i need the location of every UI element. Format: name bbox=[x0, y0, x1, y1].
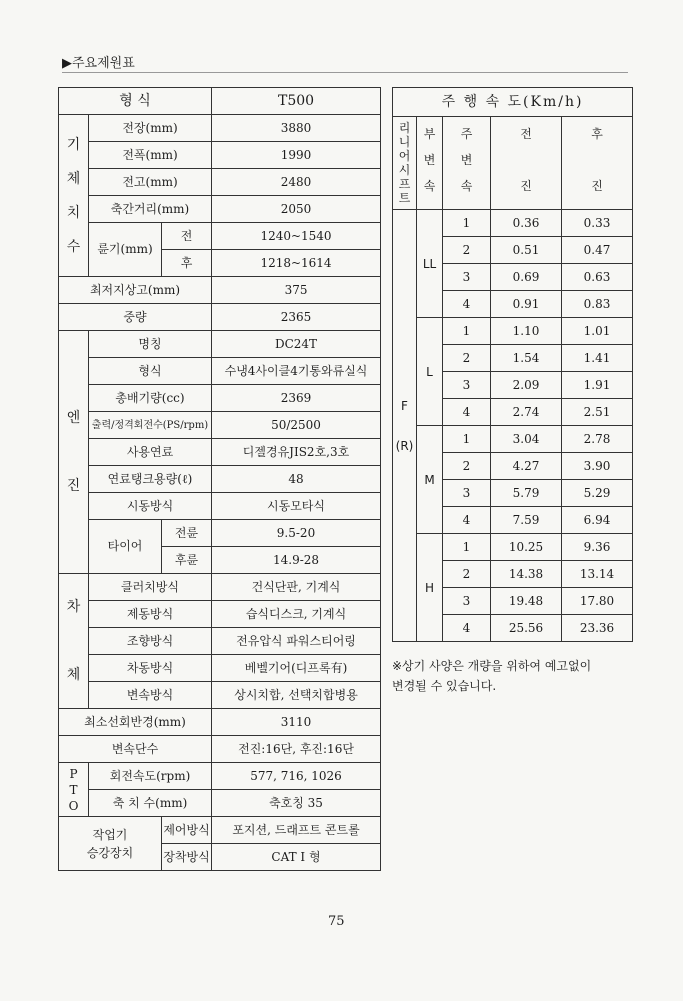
spec-value: 2369 bbox=[212, 385, 381, 412]
shuttle-value: F (R) bbox=[393, 210, 417, 642]
forward-header-char: 진 bbox=[520, 179, 532, 193]
spec-value: 축호칭 35 bbox=[212, 790, 381, 817]
forward-speed: 7.59 bbox=[491, 507, 562, 534]
reverse-speed: 2.51 bbox=[562, 399, 633, 426]
spec-row bbox=[59, 493, 381, 520]
spec-value: DC24T bbox=[212, 331, 381, 358]
reverse-speed: 6.94 bbox=[562, 507, 633, 534]
main-shift-gear: 2 bbox=[443, 237, 491, 264]
main-shift-gear: 3 bbox=[443, 264, 491, 291]
sub-shift-range: M bbox=[417, 426, 443, 534]
speed-table bbox=[392, 87, 633, 642]
pto-label: P T O bbox=[59, 763, 89, 817]
forward-speed: 25.56 bbox=[491, 615, 562, 642]
spec-sublabel: 후 bbox=[162, 250, 212, 277]
spec-row bbox=[59, 196, 381, 223]
spec-row bbox=[59, 574, 381, 601]
spec-row bbox=[59, 115, 381, 142]
reverse-speed: 9.36 bbox=[562, 534, 633, 561]
speed-row bbox=[393, 210, 633, 237]
spec-label: 중량 bbox=[59, 304, 212, 331]
main-shift-gear: 3 bbox=[443, 588, 491, 615]
main-shift-header-char: 변 bbox=[460, 153, 473, 167]
reverse-header-char: 후 bbox=[591, 127, 603, 141]
spec-label: 클러치방식 bbox=[89, 574, 212, 601]
spec-label: 총배기량(cc) bbox=[89, 385, 212, 412]
spec-value: 9.5-20 bbox=[212, 520, 381, 547]
spec-label: 변속방식 bbox=[89, 682, 212, 709]
spec-value: 디젤경유JIS2호,3호 bbox=[212, 439, 381, 466]
spec-value: 시동모타식 bbox=[212, 493, 381, 520]
spec-value: 전진:16단, 후진:16단 bbox=[212, 736, 381, 763]
forward-column-header bbox=[491, 117, 562, 210]
spec-row bbox=[59, 790, 381, 817]
spec-label: 회전속도(rpm) bbox=[89, 763, 212, 790]
page-number: 75 bbox=[328, 914, 345, 929]
spec-row bbox=[59, 223, 381, 250]
spec-sublabel: 후륜 bbox=[162, 547, 212, 574]
spec-value: CAT I 형 bbox=[212, 844, 381, 871]
spec-value: 2480 bbox=[212, 169, 381, 196]
spec-label: 출력/정격회전수(PS/rpm) bbox=[89, 412, 212, 439]
forward-speed: 1.54 bbox=[491, 345, 562, 372]
lift-label: 작업기 승강장치 bbox=[59, 817, 162, 871]
speed-row bbox=[393, 534, 633, 561]
spec-label: 축 치 수(mm) bbox=[89, 790, 212, 817]
spec-header-row bbox=[59, 88, 381, 115]
forward-speed: 0.51 bbox=[491, 237, 562, 264]
footnote: ※상기 사양은 개량을 위하여 예고없이 변경될 수 있습니다. bbox=[392, 659, 592, 693]
forward-speed: 5.79 bbox=[491, 480, 562, 507]
reverse-column-header bbox=[562, 117, 633, 210]
sub-shift-header-char: 변 bbox=[423, 153, 436, 167]
forward-speed: 4.27 bbox=[491, 453, 562, 480]
forward-speed: 19.48 bbox=[491, 588, 562, 615]
spec-label: 최소선회반경(mm) bbox=[59, 709, 212, 736]
main-shift-gear: 4 bbox=[443, 399, 491, 426]
main-shift-gear: 2 bbox=[443, 453, 491, 480]
main-shift-gear: 2 bbox=[443, 561, 491, 588]
reverse-speed: 5.29 bbox=[562, 480, 633, 507]
spec-value: 375 bbox=[212, 277, 381, 304]
spec-row bbox=[59, 628, 381, 655]
main-shift-gear: 4 bbox=[443, 291, 491, 318]
body-dimension-label: 기 체 치 수 bbox=[59, 115, 89, 277]
spec-row bbox=[59, 331, 381, 358]
spec-label: 형식 bbox=[89, 358, 212, 385]
sub-shift-column-header bbox=[417, 117, 443, 210]
speed-table-title: 주 행 속 도(Km/h) bbox=[393, 88, 633, 117]
spec-row bbox=[59, 601, 381, 628]
main-shift-gear: 2 bbox=[443, 345, 491, 372]
engine-label: 엔 진 bbox=[59, 331, 89, 574]
spec-value: 3880 bbox=[212, 115, 381, 142]
spec-value: 50/2500 bbox=[212, 412, 381, 439]
spec-label: 축간거리(mm) bbox=[89, 196, 212, 223]
section-heading: ▶주요제원표 bbox=[62, 56, 135, 71]
spec-label: 전폭(mm) bbox=[89, 142, 212, 169]
spec-label: 연료탱크용량(ℓ) bbox=[89, 466, 212, 493]
spec-sublabel: 전 bbox=[162, 223, 212, 250]
reverse-speed: 1.91 bbox=[562, 372, 633, 399]
spec-row bbox=[59, 277, 381, 304]
main-shift-gear: 3 bbox=[443, 480, 491, 507]
spec-row bbox=[59, 439, 381, 466]
spec-row bbox=[59, 412, 381, 439]
spec-value: 48 bbox=[212, 466, 381, 493]
reverse-speed: 0.83 bbox=[562, 291, 633, 318]
spec-row bbox=[59, 520, 381, 547]
reverse-speed: 0.33 bbox=[562, 210, 633, 237]
main-shift-gear: 1 bbox=[443, 210, 491, 237]
spec-row bbox=[59, 466, 381, 493]
reverse-speed: 23.36 bbox=[562, 615, 633, 642]
reverse-speed: 2.78 bbox=[562, 426, 633, 453]
spec-row bbox=[59, 169, 381, 196]
main-shift-gear: 3 bbox=[443, 372, 491, 399]
shuttle-column-header: 리 니 어 시 프 트 bbox=[393, 117, 417, 210]
spec-label: 최저지상고(mm) bbox=[59, 277, 212, 304]
forward-speed: 0.69 bbox=[491, 264, 562, 291]
reverse-speed: 0.47 bbox=[562, 237, 633, 264]
spec-row bbox=[59, 709, 381, 736]
sub-shift-header-char: 부 bbox=[423, 127, 436, 141]
spec-header-model-value: T500 bbox=[212, 88, 381, 115]
spec-label: 전고(mm) bbox=[89, 169, 212, 196]
main-shift-gear: 1 bbox=[443, 534, 491, 561]
spec-sublabel: 전륜 bbox=[162, 520, 212, 547]
reverse-speed: 1.41 bbox=[562, 345, 633, 372]
sub-shift-range: LL bbox=[417, 210, 443, 318]
spec-label: 변속단수 bbox=[59, 736, 212, 763]
reverse-header-char: 진 bbox=[591, 179, 603, 193]
spec-label: 조향방식 bbox=[89, 628, 212, 655]
heading-rule bbox=[62, 72, 628, 73]
spec-label: 륜기(mm) bbox=[89, 223, 162, 277]
forward-speed: 2.09 bbox=[491, 372, 562, 399]
spec-row bbox=[59, 655, 381, 682]
spec-row bbox=[59, 358, 381, 385]
spec-row bbox=[59, 385, 381, 412]
spec-value: 수냉4사이클4기통와류실식 bbox=[212, 358, 381, 385]
speed-table-body bbox=[393, 210, 633, 642]
vehicle-body-label: 차 체 bbox=[59, 574, 89, 709]
spec-value: 1240~1540 bbox=[212, 223, 381, 250]
main-shift-gear: 1 bbox=[443, 426, 491, 453]
reverse-speed: 13.14 bbox=[562, 561, 633, 588]
reverse-speed: 3.90 bbox=[562, 453, 633, 480]
spec-label: 전장(mm) bbox=[89, 115, 212, 142]
spec-label: 시동방식 bbox=[89, 493, 212, 520]
forward-speed: 0.91 bbox=[491, 291, 562, 318]
forward-speed: 1.10 bbox=[491, 318, 562, 345]
spec-label: 장착방식 bbox=[162, 844, 212, 871]
spec-value: 습식디스크, 기계식 bbox=[212, 601, 381, 628]
spec-value: 건식단판, 기계식 bbox=[212, 574, 381, 601]
spec-value: 2365 bbox=[212, 304, 381, 331]
sub-shift-range: H bbox=[417, 534, 443, 642]
spec-value: 3110 bbox=[212, 709, 381, 736]
reverse-speed: 17.80 bbox=[562, 588, 633, 615]
main-shift-gear: 4 bbox=[443, 507, 491, 534]
speed-row bbox=[393, 318, 633, 345]
spec-label: 타이어 bbox=[89, 520, 162, 574]
main-shift-column-header bbox=[443, 117, 491, 210]
forward-speed: 2.74 bbox=[491, 399, 562, 426]
spec-table bbox=[58, 87, 381, 871]
main-shift-gear: 1 bbox=[443, 318, 491, 345]
forward-speed: 3.04 bbox=[491, 426, 562, 453]
spec-value: 상시치합, 선택치합병용 bbox=[212, 682, 381, 709]
spec-label: 제동방식 bbox=[89, 601, 212, 628]
main-shift-header-char: 주 bbox=[460, 127, 473, 141]
spec-label: 사용연료 bbox=[89, 439, 212, 466]
reverse-speed: 1.01 bbox=[562, 318, 633, 345]
spec-row bbox=[59, 304, 381, 331]
spec-value: 1990 bbox=[212, 142, 381, 169]
spec-label: 차동방식 bbox=[89, 655, 212, 682]
sub-shift-range: L bbox=[417, 318, 443, 426]
spec-row bbox=[59, 682, 381, 709]
main-shift-header-char: 속 bbox=[460, 179, 473, 193]
spec-value: 베벨기어(디프록有) bbox=[212, 655, 381, 682]
spec-value: 577, 716, 1026 bbox=[212, 763, 381, 790]
main-shift-gear: 4 bbox=[443, 615, 491, 642]
forward-speed: 14.38 bbox=[491, 561, 562, 588]
reverse-speed: 0.63 bbox=[562, 264, 633, 291]
spec-value: 14.9-28 bbox=[212, 547, 381, 574]
forward-header-char: 전 bbox=[520, 127, 532, 141]
spec-row bbox=[59, 763, 381, 790]
spec-value: 1218~1614 bbox=[212, 250, 381, 277]
spec-value: 2050 bbox=[212, 196, 381, 223]
speed-row bbox=[393, 426, 633, 453]
forward-speed: 10.25 bbox=[491, 534, 562, 561]
sub-shift-header-char: 속 bbox=[423, 179, 436, 193]
spec-label: 제어방식 bbox=[162, 817, 212, 844]
spec-header-model-label: 형 식 bbox=[59, 88, 212, 115]
forward-speed: 0.36 bbox=[491, 210, 562, 237]
spec-row bbox=[59, 817, 381, 844]
spec-row bbox=[59, 736, 381, 763]
spec-value: 전유압식 파워스티어링 bbox=[212, 628, 381, 655]
spec-value: 포지션, 드래프트 콘트롤 bbox=[212, 817, 381, 844]
spec-label: 명칭 bbox=[89, 331, 212, 358]
spec-row bbox=[59, 142, 381, 169]
